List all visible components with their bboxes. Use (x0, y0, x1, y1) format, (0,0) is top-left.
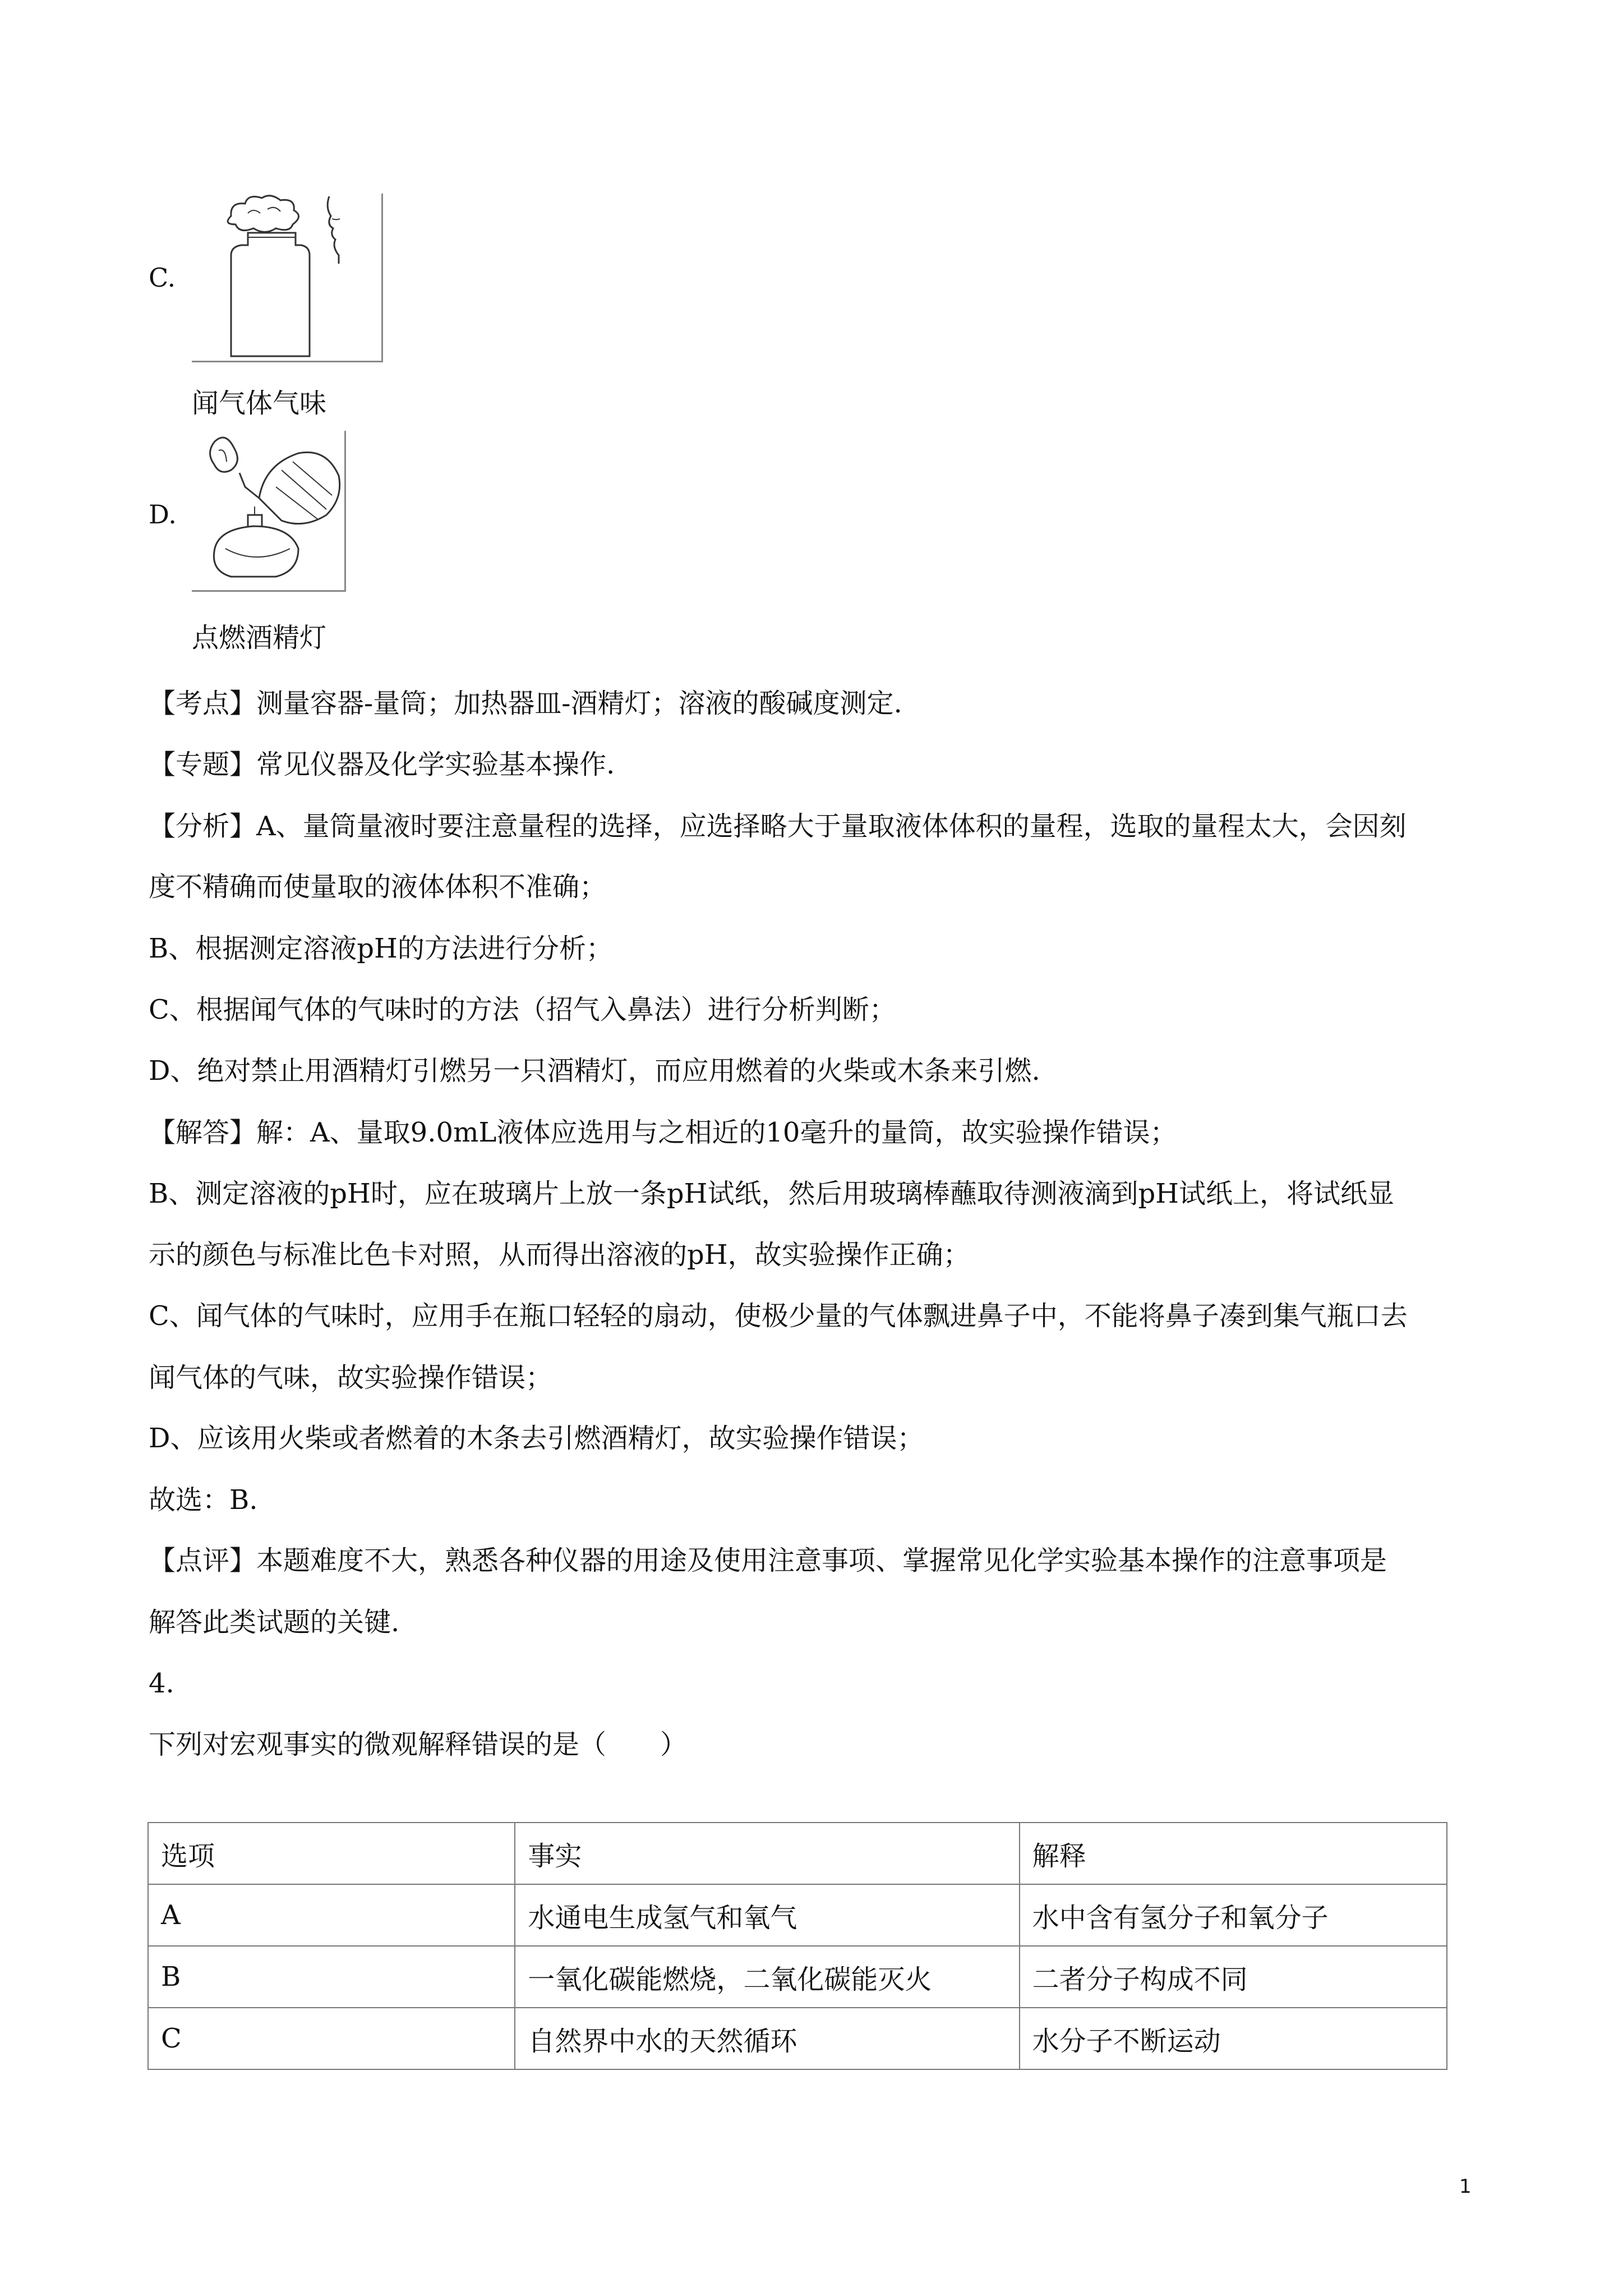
smell-gas-illustration (192, 194, 381, 361)
table-cell: B (148, 1946, 515, 2008)
fenxi-line: B、根据测定溶液pH的方法进行分析； (149, 933, 613, 964)
table-cell: 二者分子构成不同 (1020, 1946, 1447, 2008)
question-number: 4. (149, 1668, 174, 1699)
table-row (148, 2008, 1447, 2069)
fenxi-line: 度不精确而使量取的液体体积不准确； (149, 871, 607, 903)
answer-table (147, 1822, 1447, 2070)
question-stem: 下列对宏观事实的微观解释错误的是（ ） (149, 1729, 688, 1760)
option-c-caption: 闻气体气味 (192, 388, 327, 419)
table-cell: A (148, 1884, 515, 1946)
fenxi-line: C、根据闻气体的气味时的方法（招气入鼻法）进行分析判断； (149, 994, 896, 1025)
kaodian-text: 【考点】测量容器-量筒；加热器皿-酒精灯；溶液的酸碱度测定. (149, 688, 902, 719)
page-number: 1 (1459, 2175, 1472, 2198)
table-cell: 水分子不断运动 (1020, 2008, 1447, 2069)
table-row (148, 1946, 1447, 2008)
header-cell: 选项 (148, 1823, 515, 1884)
table-header-row (148, 1823, 1447, 1884)
table-cell: 自然界中水的天然循环 (515, 2008, 1019, 2069)
fenxi-line: 【分析】A、量筒量液时要注意量程的选择，应选择略大于量取液体体积的量程，选取的量程太大，会因刻 (149, 811, 1407, 842)
jieda-line: D、应该用火柴或者燃着的木条去引燃酒精灯，故实验操作错误； (149, 1423, 924, 1454)
alcohol-lamp-illustration (192, 431, 344, 590)
zhuanti-text: 【专题】常见仪器及化学实验基本操作. (149, 749, 615, 780)
fenxi-line: D、绝对禁止用酒精灯引燃另一只酒精灯，而应用燃着的火柴或木条来引燃. (149, 1055, 1040, 1087)
jieda-line: 闻气体的气味，故实验操作错误； (149, 1362, 553, 1393)
jieda-line: 【解答】解：A、量取9.0mL液体应选用与之相近的10毫升的量筒，故实验操作错误； (149, 1117, 1177, 1148)
jieda-line: 故选：B. (149, 1484, 258, 1516)
option-d-caption: 点燃酒精灯 (192, 622, 327, 654)
option-c-letter: C. (149, 263, 176, 293)
header-cell: 事实 (515, 1823, 1019, 1884)
dianping-line: 【点评】本题难度不大，熟悉各种仪器的用途及使用注意事项、掌握常见化学实验基本操作的注意事项是 (149, 1545, 1387, 1576)
smell-gas-figure (192, 194, 383, 362)
dianping-line: 解答此类试题的关键. (149, 1607, 400, 1638)
header-cell: 解释 (1020, 1823, 1447, 1884)
jieda-line: 示的颜色与标准比色卡对照，从而得出溶液的pH，故实验操作正确； (149, 1239, 970, 1271)
table-row (148, 1884, 1447, 1946)
table-cell: 水通电生成氢气和氧气 (515, 1884, 1019, 1946)
light-lamp-figure (192, 431, 346, 592)
jieda-line: C、闻气体的气味时，应用手在瓶口轻轻的扇动，使极少量的气体飘进鼻子中，不能将鼻子凑到集气瓶口去 (149, 1300, 1408, 1332)
option-d-letter: D. (149, 499, 177, 530)
table-cell: 一氧化碳能燃烧，二氧化碳能灭火 (515, 1946, 1019, 2008)
table-cell: 水中含有氢分子和氧分子 (1020, 1884, 1447, 1946)
table-cell: C (148, 2008, 515, 2069)
jieda-line: B、测定溶液的pH时，应在玻璃片上放一条pH试纸，然后用玻璃棒蘸取待测液滴到pH试纸上，将试纸显 (149, 1178, 1395, 1209)
